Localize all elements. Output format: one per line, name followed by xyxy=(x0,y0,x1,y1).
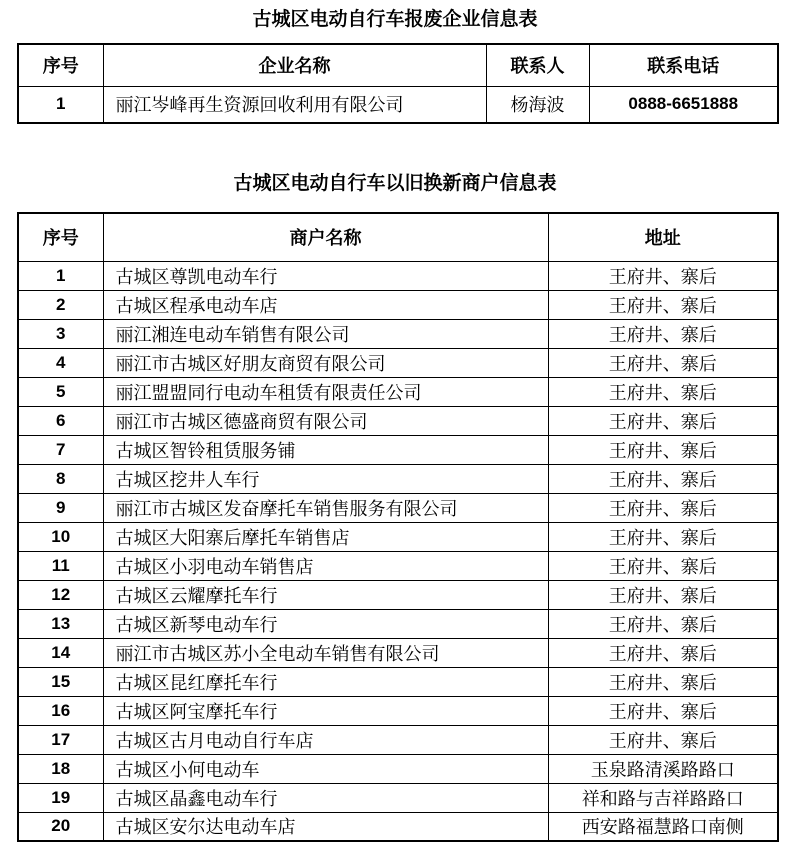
table-cell: 7 xyxy=(18,435,103,464)
table-cell: 古城区古月电动自行车店 xyxy=(103,725,548,754)
table-cell: 古城区尊凯电动车行 xyxy=(103,261,548,290)
table-cell: 9 xyxy=(18,493,103,522)
table-row xyxy=(18,86,778,123)
table-row xyxy=(18,725,778,754)
table-row xyxy=(18,290,778,319)
table-cell: 王府井、寨后 xyxy=(548,290,778,319)
table-cell: 2 xyxy=(18,290,103,319)
table-row xyxy=(18,754,778,783)
table-row xyxy=(18,551,778,580)
table-cell: 11 xyxy=(18,551,103,580)
table-row xyxy=(18,667,778,696)
table-cell: 18 xyxy=(18,754,103,783)
table-cell: 王府井、寨后 xyxy=(548,377,778,406)
table-cell: 古城区昆红摩托车行 xyxy=(103,667,548,696)
table-cell: 古城区安尔达电动车店 xyxy=(103,812,548,841)
table-cell: 古城区小羽电动车销售店 xyxy=(103,551,548,580)
table-cell: 丽江岑峰再生资源回收利用有限公司 xyxy=(103,86,486,123)
scrap-table-title: 古城区电动自行车报废企业信息表 xyxy=(252,9,538,30)
table-cell: 13 xyxy=(18,609,103,638)
table-cell: 祥和路与吉祥路路口 xyxy=(548,783,778,812)
table-cell: 王府井、寨后 xyxy=(548,580,778,609)
header-cell-seq: 序号 xyxy=(18,44,103,86)
table-cell: 王府井、寨后 xyxy=(548,261,778,290)
table-cell: 3 xyxy=(18,319,103,348)
table-cell: 杨海波 xyxy=(486,86,589,123)
table-row xyxy=(18,638,778,667)
table-cell: 8 xyxy=(18,464,103,493)
table-cell: 王府井、寨后 xyxy=(548,667,778,696)
header-row xyxy=(18,213,778,261)
table-cell: 玉泉路清溪路路口 xyxy=(548,754,778,783)
scrap-table-body xyxy=(18,86,778,123)
table-cell: 19 xyxy=(18,783,103,812)
table-cell: 1 xyxy=(18,86,103,123)
header-row xyxy=(18,44,778,86)
scrap-enterprise-table xyxy=(17,43,779,124)
table-row xyxy=(18,406,778,435)
table-cell: 王府井、寨后 xyxy=(548,638,778,667)
table-row xyxy=(18,435,778,464)
table-cell: 丽江市古城区德盛商贸有限公司 xyxy=(103,406,548,435)
table-cell: 古城区程承电动车店 xyxy=(103,290,548,319)
table-cell: 古城区智铃租赁服务铺 xyxy=(103,435,548,464)
table-cell: 古城区大阳寨后摩托车销售店 xyxy=(103,522,548,551)
table-cell: 王府井、寨后 xyxy=(548,696,778,725)
table-cell: 古城区云耀摩托车行 xyxy=(103,580,548,609)
tradein-table-body xyxy=(18,261,778,841)
table-cell: 王府井、寨后 xyxy=(548,551,778,580)
tradein-table-title: 古城区电动自行车以旧换新商户信息表 xyxy=(233,173,557,194)
table-row xyxy=(18,783,778,812)
header-cell-address: 地址 xyxy=(548,213,778,261)
table-cell: 古城区阿宝摩托车行 xyxy=(103,696,548,725)
table-cell: 王府井、寨后 xyxy=(548,435,778,464)
table-cell: 0888-6651888 xyxy=(589,86,778,123)
table-cell: 丽江湘连电动车销售有限公司 xyxy=(103,319,548,348)
table-cell: 古城区挖井人车行 xyxy=(103,464,548,493)
table-cell: 12 xyxy=(18,580,103,609)
table-row xyxy=(18,609,778,638)
table-row xyxy=(18,493,778,522)
header-cell-phone: 联系电话 xyxy=(589,44,778,86)
table-cell: 王府井、寨后 xyxy=(548,609,778,638)
table-cell: 丽江盟盟同行电动车租赁有限责任公司 xyxy=(103,377,548,406)
table-row xyxy=(18,464,778,493)
scrap-table-header xyxy=(18,44,778,86)
table-cell: 王府井、寨后 xyxy=(548,319,778,348)
table-row xyxy=(18,319,778,348)
header-cell-merchant: 商户名称 xyxy=(103,213,548,261)
table-row xyxy=(18,522,778,551)
table-cell: 王府井、寨后 xyxy=(548,493,778,522)
table-cell: 6 xyxy=(18,406,103,435)
table-cell: 王府井、寨后 xyxy=(548,348,778,377)
table-cell: 古城区新琴电动车行 xyxy=(103,609,548,638)
table-cell: 16 xyxy=(18,696,103,725)
table-cell: 丽江市古城区好朋友商贸有限公司 xyxy=(103,348,548,377)
table-row xyxy=(18,261,778,290)
table-cell: 王府井、寨后 xyxy=(548,406,778,435)
table-cell: 古城区小何电动车 xyxy=(103,754,548,783)
tradein-merchant-table xyxy=(17,212,779,842)
table-row xyxy=(18,580,778,609)
table-cell: 10 xyxy=(18,522,103,551)
table-row xyxy=(18,696,778,725)
table-cell: 古城区晶鑫电动车行 xyxy=(103,783,548,812)
table-cell: 王府井、寨后 xyxy=(548,464,778,493)
table-cell: 丽江市古城区苏小全电动车销售有限公司 xyxy=(103,638,548,667)
table-row xyxy=(18,348,778,377)
header-cell-seq: 序号 xyxy=(18,213,103,261)
table-cell: 14 xyxy=(18,638,103,667)
table-row xyxy=(18,377,778,406)
table-cell: 5 xyxy=(18,377,103,406)
table-cell: 4 xyxy=(18,348,103,377)
table-cell: 王府井、寨后 xyxy=(548,522,778,551)
header-cell-company: 企业名称 xyxy=(103,44,486,86)
table-cell: 丽江市古城区发奋摩托车销售服务有限公司 xyxy=(103,493,548,522)
table-cell: 1 xyxy=(18,261,103,290)
table-cell: 西安路福慧路口南侧 xyxy=(548,812,778,841)
table-cell: 王府井、寨后 xyxy=(548,725,778,754)
header-cell-contact: 联系人 xyxy=(486,44,589,86)
table-cell: 20 xyxy=(18,812,103,841)
table-row xyxy=(18,812,778,841)
table-cell: 15 xyxy=(18,667,103,696)
table-cell: 17 xyxy=(18,725,103,754)
tradein-table-header xyxy=(18,213,778,261)
